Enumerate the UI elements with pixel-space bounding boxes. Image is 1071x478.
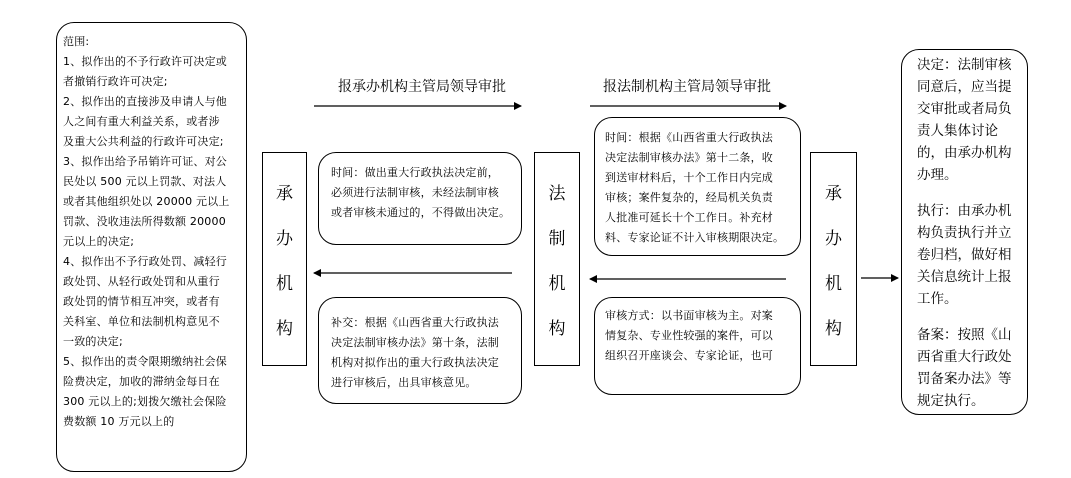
col3-char: 机 — [825, 274, 842, 294]
outcome-line: 责人集体讨论 — [917, 123, 998, 139]
outcome-line: 备案：按照《山 — [917, 327, 1012, 343]
scope-box — [56, 22, 247, 472]
handling-agency-column-1 — [262, 152, 307, 366]
outcome-line: 决定：法制审核 — [917, 57, 1012, 73]
note-line: 决定法制审核办法》第十条，法制 — [331, 336, 499, 349]
outcome-line: 同意后，应当提 — [917, 79, 1012, 95]
scope-line: 险费决定，加收的滞纳金每日在 — [63, 375, 220, 388]
scope-line: 者撤销行政许可决定; — [63, 75, 168, 88]
col1-char: 机 — [276, 274, 293, 294]
col2-char: 制 — [548, 229, 566, 249]
scope-line: 300 元以上的;划拨欠缴社会保险 — [63, 395, 227, 408]
col3-char: 承 — [825, 184, 842, 204]
outcome-line: 西省重大行政处 — [917, 349, 1012, 365]
scope-line: 政处罚、从轻行政处罚和从重行 — [63, 275, 220, 288]
execution-section — [917, 200, 1027, 310]
note-line: 时间：根据《山西省重大行政执法 — [605, 131, 773, 144]
outcome-line: 规定执行。 — [917, 393, 985, 409]
col3-char: 构 — [825, 319, 842, 339]
note-line: 补交：根据《山西省重大行政执法 — [331, 316, 499, 329]
scope-line: 关科室、单位和法制机构意见不 — [63, 315, 220, 328]
outcome-line: 构负责执行并立 — [917, 225, 1012, 241]
note-line: 到送审材料后，十个工作日内完成 — [605, 171, 773, 184]
note-line: 或者审核未通过的，不得做出决定。 — [331, 206, 511, 219]
note-line: 人批准可延长十个工作日。补充材 — [605, 211, 773, 224]
scope-line: 或者其他组织处以 20000 元以上 — [63, 195, 230, 208]
outcome-line: 的，由承办机构 — [917, 145, 1012, 161]
outcome-line: 工作。 — [917, 291, 958, 307]
scope-line: 及重大公共利益的行政许可决定; — [63, 135, 224, 148]
top-right-arrow-label: 报法制机构主管局领导审批 — [603, 79, 771, 95]
note-line: 时间：做出重大行政执法决定前， — [331, 166, 499, 179]
scope-line: 罚款、没收违法所得数额 20000 — [63, 215, 226, 228]
handling-agency-column-2 — [810, 152, 857, 366]
filing-section — [917, 324, 1027, 412]
col1-char: 办 — [276, 229, 293, 249]
scope-line: 费数额 10 万元以上的 — [63, 415, 175, 428]
scope-line: 民处以 500 元以上罚款、对法人 — [63, 175, 227, 188]
outcome-line: 执行：由承办机 — [917, 203, 1012, 219]
outcome-line: 卷归档，做好相 — [917, 247, 1012, 263]
scope-line: 范围: — [63, 35, 90, 48]
outcome-line: 办理。 — [917, 167, 958, 183]
decision-section — [917, 54, 1027, 186]
col1-char: 构 — [276, 319, 293, 339]
outcome-line: 关信息统计上报 — [917, 269, 1012, 285]
scope-line: 元以上的决定; — [63, 235, 135, 248]
scope-line: 3、拟作出给予吊销许可证、对公 — [63, 155, 227, 168]
col2-char: 构 — [548, 319, 566, 339]
note-line: 进行审核后，出具审核意见。 — [331, 376, 477, 389]
outcome-box — [901, 49, 1028, 415]
note-line: 必须进行法制审核，未经法制审核 — [331, 186, 499, 199]
note-line: 审核方式：以书面审核为主。对案 — [605, 309, 773, 322]
note-line: 决定法制审核办法》第十二条，收 — [605, 151, 773, 164]
col2-char: 机 — [548, 274, 566, 294]
scope-line: 2、拟作出的直接涉及申请人与他 — [63, 95, 227, 108]
scope-line: 5、拟作出的责令限期缴纳社会保 — [63, 355, 227, 368]
note-line: 料、专家论证不计入审核期限决定。 — [605, 231, 785, 244]
col3-char: 办 — [825, 229, 842, 249]
top-left-arrow-label: 报承办机构主管局领导审批 — [338, 79, 506, 95]
scope-line: 1、拟作出的不予行政许可决定或 — [63, 55, 227, 68]
time-note-box-1 — [318, 152, 522, 245]
supplement-note-box — [318, 297, 522, 404]
note-line: 组织召开座谈会、专家论证，也可 — [605, 349, 773, 362]
scope-lines — [63, 32, 246, 432]
scope-line: 4、拟作出不予行政处罚、减轻行 — [63, 255, 227, 268]
note-line: 审核；案件复杂的，经局机关负责 — [605, 191, 773, 204]
col1-char: 承 — [276, 184, 293, 204]
scope-line: 政处罚的情节相互冲突，或者有 — [63, 295, 220, 308]
legal-agency-column — [534, 152, 580, 366]
outcome-line: 交审批或者局负 — [917, 101, 1012, 117]
col2-char: 法 — [548, 184, 566, 204]
method-note-box — [594, 297, 801, 395]
time-note-box-2 — [594, 117, 801, 256]
scope-line: 人之间有重大利益关系，或者涉 — [63, 115, 220, 128]
scope-line: 一致的决定; — [63, 335, 123, 348]
note-line: 情复杂、专业性较强的案件，可以 — [605, 329, 773, 342]
note-line: 机构对拟作出的重大行政执法决定 — [331, 356, 499, 369]
outcome-line: 罚备案办法》等 — [917, 371, 1012, 387]
